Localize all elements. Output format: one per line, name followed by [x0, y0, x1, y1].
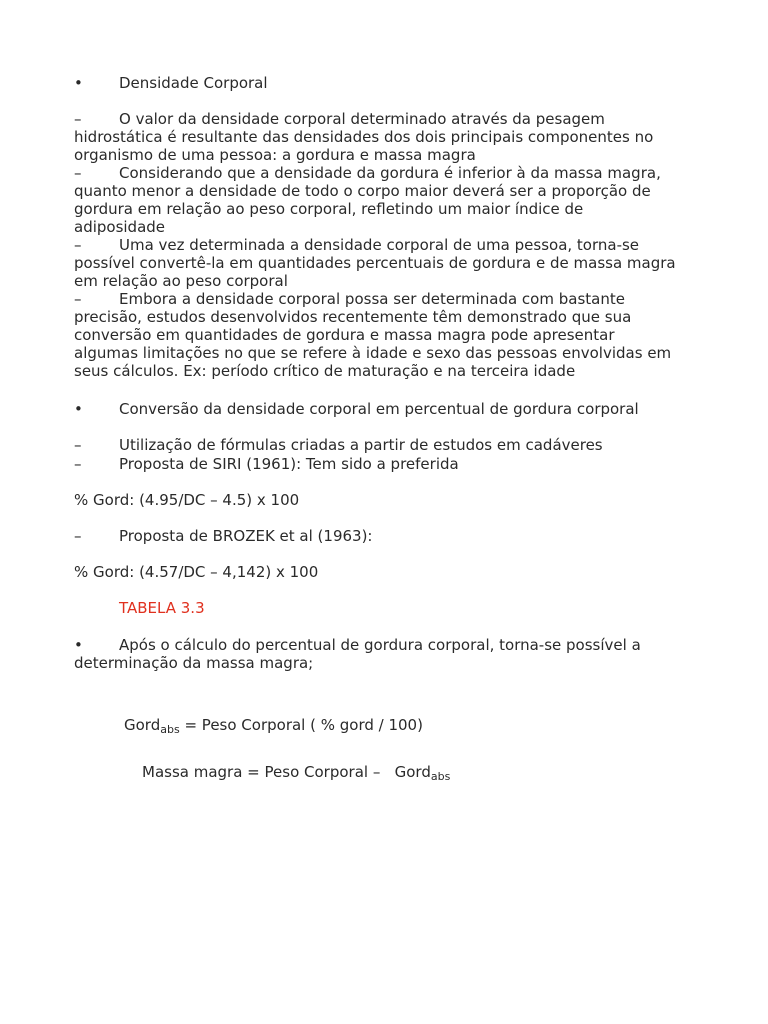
bullet-marker: • [74, 74, 83, 92]
paragraph-line: Embora a densidade corporal possa ser determinada com bastante [119, 290, 625, 308]
list-item: Proposta de BROZEK et al (1963): [119, 527, 373, 545]
formula-brozek: % Gord: (4.57/DC – 4,142) x 100 [74, 563, 319, 581]
list-item: Utilização de fórmulas criadas a partir de estudos em cadáveres [119, 436, 603, 454]
equation-subscript: abs [160, 723, 180, 736]
formula-siri: % Gord: (4.95/DC – 4.5) x 100 [74, 491, 300, 509]
bullet-marker: • [74, 400, 83, 418]
paragraph-line: seus cálculos. Ex: período crítico de maturação e na terceira idade [74, 362, 576, 380]
paragraph-line: quanto menor a densidade de todo o corpo maior deverá ser a proporção de [74, 182, 651, 200]
paragraph-line: em relação ao peso corporal [74, 272, 288, 290]
dash-marker: – [74, 110, 82, 128]
equation-massa-magra [142, 763, 702, 786]
paragraph-line: algumas limitações no que se refere à idade e sexo das pessoas envolvidas em [74, 344, 672, 362]
paragraph-line: possível convertê-la em quantidades percentuais de gordura e de massa magra [74, 254, 676, 272]
equation-rhs: = Peso Corporal ( % gord / 100) [179, 716, 423, 734]
dash-marker: – [74, 436, 82, 454]
paragraph-line: O valor da densidade corporal determinado através da pesagem [119, 110, 605, 128]
paragraph-line: adiposidade [74, 218, 166, 236]
paragraph-line: hidrostática é resultante das densidades dos dois principais componentes no [74, 128, 654, 146]
paragraph-line: Após o cálculo do percentual de gordura corporal, torna-se possível a [119, 636, 641, 654]
equation-text: Massa magra = Peso Corporal – Gord [142, 763, 431, 781]
table-reference: TABELA 3.3 [119, 599, 205, 617]
section-heading-densidade: Densidade Corporal [119, 74, 268, 92]
paragraph-line: conversão em quantidades de gordura e massa magra pode apresentar [74, 326, 615, 344]
section-heading-conversao: Conversão da densidade corporal em percentual de gordura corporal [119, 400, 639, 418]
dash-marker: – [74, 236, 82, 254]
dash-marker: – [74, 290, 82, 308]
paragraph-line: organismo de uma pessoa: a gordura e massa magra [74, 146, 476, 164]
equation-lhs: Gord [124, 716, 161, 734]
paragraph-line: precisão, estudos desenvolvidos recentemente têm demonstrado que sua [74, 308, 632, 326]
dash-marker: – [74, 164, 82, 182]
equation-gord-abs [124, 716, 684, 739]
paragraph-line: Considerando que a densidade da gordura é inferior à da massa magra, [119, 164, 661, 182]
dash-marker: – [74, 527, 82, 545]
bullet-marker: • [74, 636, 83, 654]
dash-marker: – [74, 455, 82, 473]
paragraph-line: gordura em relação ao peso corporal, refletindo um maior índice de [74, 200, 584, 218]
list-item: Proposta de SIRI (1961): Tem sido a preferida [119, 455, 459, 473]
paragraph-line: Uma vez determinada a densidade corporal de uma pessoa, torna-se [119, 236, 640, 254]
equation-subscript: abs [430, 770, 451, 783]
paragraph-line: determinação da massa magra; [74, 654, 314, 672]
